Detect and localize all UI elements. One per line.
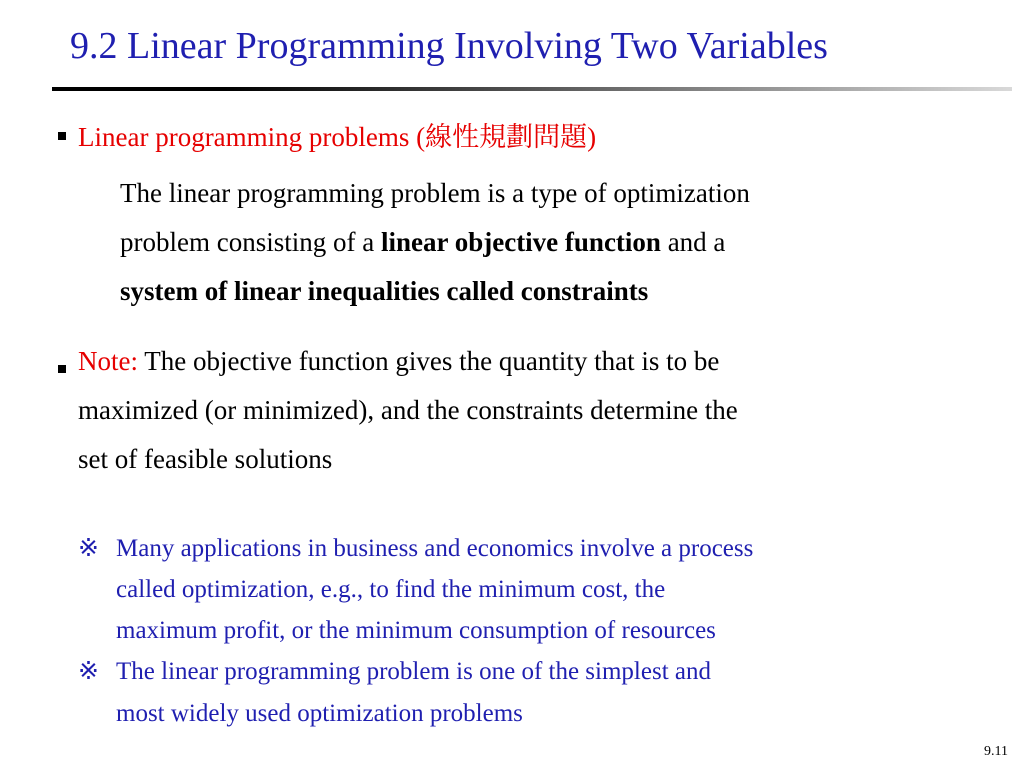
- bullet1-line3: [120, 274, 648, 308]
- remark1-line3: maximum profit, or the minimum consumption of resources: [116, 617, 716, 644]
- remark2-line1: The linear programming problem is one of the simplest and: [116, 658, 711, 685]
- page-number: 9.11: [984, 744, 1008, 759]
- slide-title: 9.2 Linear Programming Involving Two Variables: [70, 25, 828, 67]
- bullet1-line2-bold: linear objective function: [380, 227, 661, 257]
- remark1-line2: called optimization, e.g., to find the minimum cost, the: [116, 576, 666, 603]
- bullet1-line3-bold: system of linear inequalities called constraints: [120, 276, 649, 306]
- remark1-marker: ※: [78, 535, 99, 562]
- bullet1-line1: The linear programming problem is a type of optimization: [120, 178, 750, 208]
- bullet-marker: [58, 132, 66, 140]
- bullet2-line1-text: The objective function gives the quantity that is to be: [138, 346, 720, 376]
- bullet-marker: [58, 365, 66, 373]
- bullet2-line2: maximized (or minimized), and the constraints determine the: [78, 395, 738, 425]
- bullet2-line1: [78, 344, 719, 378]
- title-divider: [52, 87, 1012, 91]
- bullet1-heading: Linear programming problems (線性規劃問題): [78, 122, 597, 152]
- note-label: Note:: [78, 346, 138, 376]
- bullet1-line2-c: and a: [660, 227, 726, 257]
- remark1-line1: Many applications in business and economics involve a process: [116, 535, 754, 562]
- remark2-marker: ※: [78, 658, 99, 685]
- bullet2-line3: set of feasible solutions: [78, 444, 333, 474]
- remark2-line2: most widely used optimization problems: [116, 700, 523, 727]
- bullet1-line2: [120, 225, 725, 259]
- bullet1-line2-a: problem consisting of a: [120, 227, 381, 257]
